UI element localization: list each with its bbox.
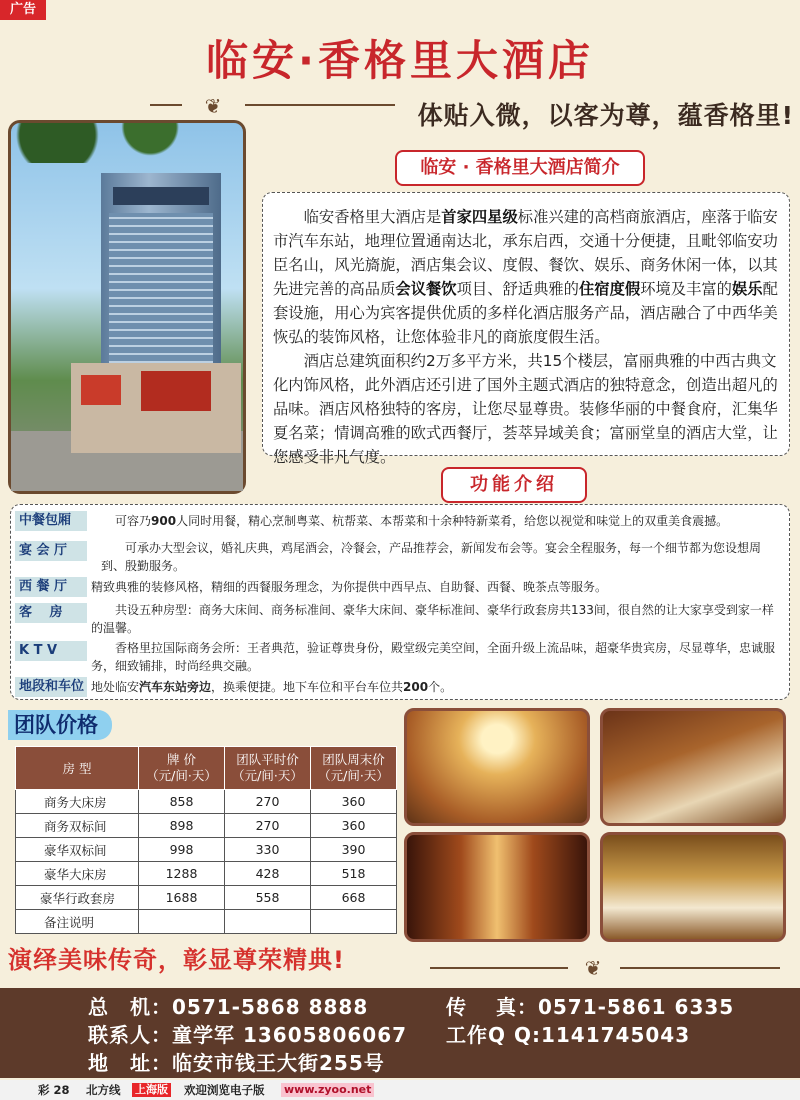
private-dining-photo bbox=[600, 832, 786, 942]
intro-text: 临安香格里大酒店是 bbox=[303, 208, 442, 226]
intro-bold: 娱乐 bbox=[731, 280, 763, 298]
edition-badge: 上海版 bbox=[132, 1083, 171, 1097]
table-row bbox=[16, 886, 397, 910]
hotel-exterior-photo bbox=[8, 120, 246, 494]
weekend-price: 518 bbox=[311, 862, 397, 886]
functions-box bbox=[10, 504, 790, 700]
ornament-icon: ❦ bbox=[204, 94, 222, 118]
slogan-bottom: 演绎美味传奇，彰显尊荣精典! bbox=[8, 946, 345, 974]
table-row bbox=[16, 838, 397, 862]
col-header: 团队周末价 （元/间·天） bbox=[311, 747, 397, 790]
footer-url[interactable]: www.zyoo.net bbox=[281, 1083, 374, 1097]
function-label: 地段和车位 bbox=[15, 677, 87, 697]
function-label: 宴 会 厅 bbox=[15, 541, 87, 561]
table-row bbox=[16, 814, 397, 838]
weekend-price bbox=[311, 910, 397, 934]
address: 地 址：临安市钱王大街255号 bbox=[88, 1051, 385, 1075]
col-header: 房 型 bbox=[16, 747, 139, 790]
room-type: 豪华双标间 bbox=[16, 838, 139, 862]
intro-text: 环境及丰富的 bbox=[640, 280, 732, 298]
intro-heading: 临安 · 香格里大酒店简介 bbox=[395, 150, 645, 186]
function-label: K T V bbox=[15, 641, 87, 661]
weekday-price: 428 bbox=[225, 862, 311, 886]
weekend-price: 668 bbox=[311, 886, 397, 910]
restaurant-photo bbox=[404, 708, 590, 826]
hotel-sign bbox=[113, 187, 209, 205]
list-price: 898 bbox=[139, 814, 225, 838]
intro-text: 配套设施，用心为宾客提供优质的多样化酒店服务产品，酒店融合了中西华美恢弘的装饰风格，让您体验非凡的商旅度假生活。 bbox=[273, 280, 778, 346]
weekend-price: 360 bbox=[311, 814, 397, 838]
page-number: 彩 28 bbox=[38, 1083, 70, 1097]
ad-tag: 广告 bbox=[0, 0, 46, 20]
room-type: 备注说明 bbox=[16, 910, 139, 934]
functions-heading: 功能介绍 bbox=[441, 467, 587, 503]
weekday-price: 270 bbox=[225, 814, 311, 838]
hotel-podium bbox=[71, 363, 241, 453]
function-text: 共设五种房型：商务大床间、商务标准间、豪华大床间、豪华标准间、豪华行政套房共133间，很自然的让大家享受到家一样的温馨。 bbox=[91, 603, 774, 635]
table-row bbox=[16, 910, 397, 934]
weekday-price: 558 bbox=[225, 886, 311, 910]
contact-panel bbox=[0, 988, 800, 1078]
function-text: 精致典雅的装修风格，精细的西餐服务理念，为你提供中西早点、自助餐、西餐、晚茶点等服务。 bbox=[91, 580, 608, 594]
room-type: 商务大床房 bbox=[16, 790, 139, 814]
qq: 工作Q Q:1141745043 bbox=[446, 1023, 691, 1047]
trees bbox=[11, 123, 243, 163]
room-type: 商务双标间 bbox=[16, 814, 139, 838]
fax: 传 真：0571-5861 6335 bbox=[446, 995, 735, 1019]
weekday-price bbox=[225, 910, 311, 934]
guest-room-photo bbox=[600, 708, 786, 826]
tel: 总 机：0571-5868 8888 bbox=[88, 995, 369, 1019]
weekend-price: 360 bbox=[311, 790, 397, 814]
entrance-facade bbox=[141, 371, 211, 411]
list-price bbox=[139, 910, 225, 934]
ornament-line bbox=[620, 967, 780, 969]
function-text: 地处临安汽车东站旁边，换乘便捷。地下车位和平台车位共200个。 bbox=[91, 680, 453, 694]
route-name: 北方线 bbox=[86, 1083, 121, 1097]
ornament-line bbox=[150, 104, 182, 106]
pricing-heading: 团队价格 bbox=[8, 710, 112, 740]
function-text: 可容乃900人同时用餐，精心烹制粤菜、杭帮菜、本帮菜和十余种特新菜肴，给您以视觉和味觉上的双重美食震撼。 bbox=[115, 514, 729, 528]
col-header: 牌 价 （元/间·天） bbox=[139, 747, 225, 790]
intro-bold: 首家四星级 bbox=[441, 208, 518, 226]
led-screen bbox=[81, 375, 121, 405]
list-price: 858 bbox=[139, 790, 225, 814]
footer bbox=[0, 1080, 800, 1100]
page-title: 临安·香格里大酒店 bbox=[206, 36, 594, 85]
list-price: 1688 bbox=[139, 886, 225, 910]
room-type: 豪华行政套房 bbox=[16, 886, 139, 910]
function-text: 可承办大型会议，婚礼庆典，鸡尾酒会，冷餐会，产品推荐会，新闻发布会等。宴会全程服务，每一个细节都为您设想周到、殷勤服务。 bbox=[101, 541, 762, 573]
contact-person: 联系人：童学军 13605806067 bbox=[88, 1023, 408, 1047]
intro-box bbox=[262, 192, 790, 466]
intro-paragraph-2: 酒店总建筑面积约2万多平方米，共15个楼层，富丽典雅的中西古典文化内饰风格，此外酒店还引进了国外主题式酒店的独特意念，创造出超凡的品味。酒店风格独特的客房，让您尽显尊贵。装修华丽的中餐食府，汇集华夏名菜；情调高雅的欧式西餐厅，荟萃异域美食；富丽堂皇的酒店大堂，让您感受非凡气度。 bbox=[273, 352, 778, 466]
weekend-price: 390 bbox=[311, 838, 397, 862]
table-row bbox=[16, 862, 397, 886]
col-header: 团队平时价 （元/间·天） bbox=[225, 747, 311, 790]
intro-text: 标准兴建的高档商旅酒店，座落于临安市汽车东站，地理位置通南达北，承东启西，交通十分便捷，且毗邻临安功臣名山，风光旖旎，酒店集会议、度假、餐饮、娱乐、商务休闲一体，以其先进完善的高品质 bbox=[273, 208, 778, 298]
function-label: 客 房 bbox=[15, 603, 87, 623]
weekday-price: 270 bbox=[225, 790, 311, 814]
intro-bold: 会议餐饮 bbox=[395, 280, 457, 298]
intro-paragraph-1 bbox=[273, 205, 779, 349]
price-table-header bbox=[16, 747, 397, 790]
function-label: 西 餐 厅 bbox=[15, 577, 87, 597]
intro-text: 项目、舒适典雅的 bbox=[456, 280, 579, 298]
footer-text: 欢迎浏览电子版 bbox=[184, 1083, 265, 1097]
corridor-photo bbox=[404, 832, 590, 942]
list-price: 998 bbox=[139, 838, 225, 862]
weekday-price: 330 bbox=[225, 838, 311, 862]
ornament-line bbox=[245, 104, 395, 106]
function-text: 香格里拉国际商务会所：王者典范，验证尊贵身份，殿堂级完美空间，全面升级上流品味，超豪华贵宾房，尽显尊华，忠诚服务，细致铺排，时尚经典交融。 bbox=[91, 641, 776, 673]
function-label: 中餐包厢 bbox=[15, 511, 87, 531]
table-row bbox=[16, 790, 397, 814]
intro-bold: 住宿度假 bbox=[578, 280, 641, 298]
slogan: 体贴入微，以客为尊，蕴香格里! bbox=[417, 101, 794, 130]
ornament-line bbox=[430, 967, 568, 969]
list-price: 1288 bbox=[139, 862, 225, 886]
ornament-icon: ❦ bbox=[584, 956, 602, 980]
price-table bbox=[15, 746, 397, 934]
room-type: 豪华大床房 bbox=[16, 862, 139, 886]
